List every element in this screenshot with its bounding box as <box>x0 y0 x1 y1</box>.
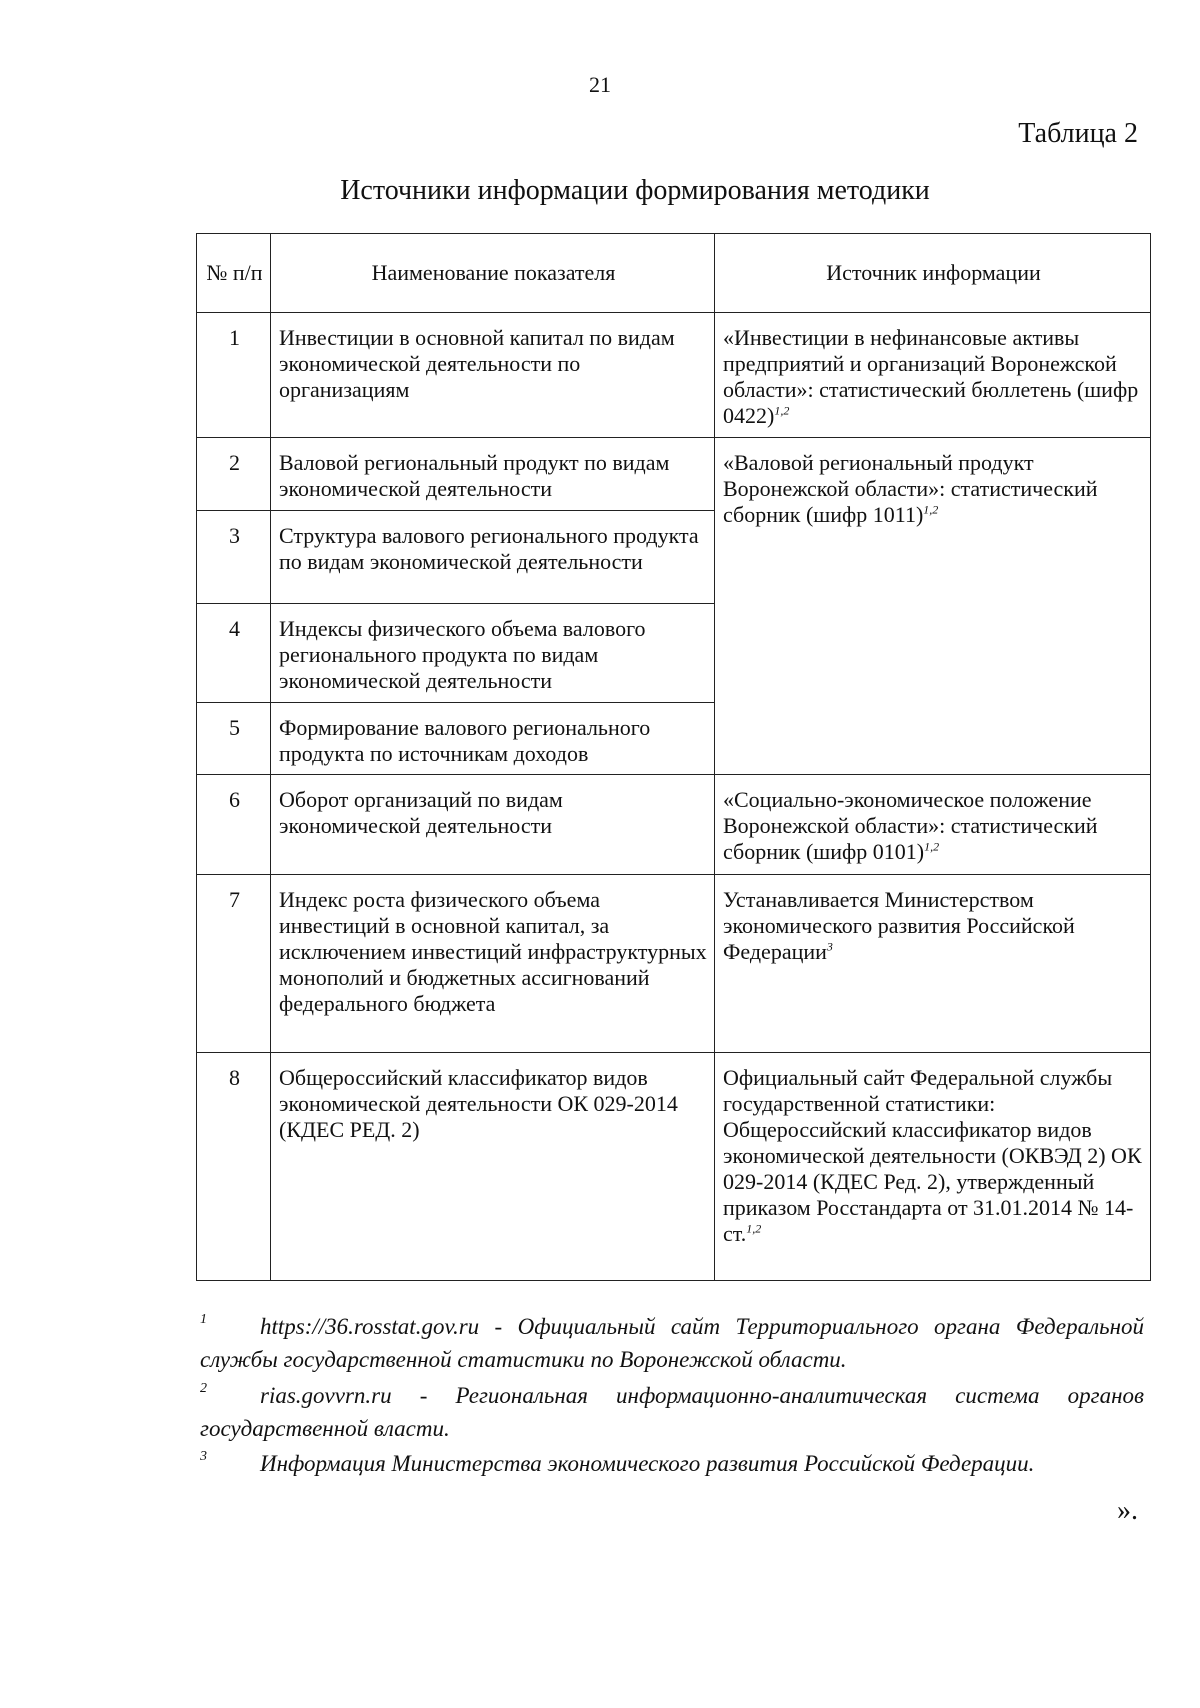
header-num: № п/п <box>197 234 271 313</box>
footnote <box>200 1310 1144 1377</box>
row-num: 5 <box>197 702 271 775</box>
table-row <box>197 437 1151 510</box>
table-row <box>197 775 1151 875</box>
row-source <box>715 313 1151 438</box>
footnote-ref: 1,2 <box>924 840 940 855</box>
row-indicator: Индекс роста физического объема инвестиций в основной капитал, за исключением инвестиций инфраструктурных монополий и бюджетных ассигнований федерального бюджета <box>271 875 715 1053</box>
row-source <box>715 1053 1151 1281</box>
footnote <box>200 1379 1144 1446</box>
row-num: 8 <box>197 1053 271 1281</box>
source-text: Официальный сайт Федеральной службы государственной статистики: Общероссийский классификатор видов экономической деятельности (ОКВЭД 2) ОК 029-2014 (КДЕС Ред. 2), утвержденный приказом Росстандарта от 31.01.2014 № 14-ст. <box>723 1065 1142 1247</box>
closing-quote: ». <box>1117 1495 1138 1526</box>
row-indicator: Инвестиции в основной капитал по видам экономической деятельности по организациям <box>271 313 715 438</box>
table-header-row <box>197 234 1151 313</box>
row-source <box>715 437 1151 775</box>
footnote-text: rias.govvrn.ru - Региональная информационно-аналитическая система органов государственной власти. <box>200 1382 1144 1442</box>
row-indicator: Общероссийский классификатор видов экономической деятельности ОК 029-2014 (КДЕС РЕД. 2) <box>271 1053 715 1281</box>
row-source <box>715 875 1151 1053</box>
table-label: Таблица 2 <box>1018 118 1138 149</box>
row-num: 6 <box>197 775 271 875</box>
row-indicator: Оборот организаций по видам экономической деятельности <box>271 775 715 875</box>
document-title: Источники информации формирования методики <box>340 175 930 206</box>
footnote <box>200 1447 1144 1480</box>
source-text: «Валовой региональный продукт Воронежской области»: статистический сборник (шифр 1011) <box>723 449 1098 527</box>
source-text: Устанавливается Министерством экономического развития Российской Федерации <box>723 887 1075 965</box>
row-num: 1 <box>197 313 271 438</box>
footnote-ref: 3 <box>826 940 833 955</box>
table-row <box>197 1053 1151 1281</box>
footnote-mark: 3 <box>200 1449 207 1465</box>
footnote-ref: 1,2 <box>746 1221 762 1236</box>
table-row <box>197 875 1151 1053</box>
row-source <box>715 775 1151 875</box>
footnote-text: Информация Министерства экономического развития Российской Федерации. <box>260 1451 1035 1477</box>
footnote-ref: 1,2 <box>774 403 790 418</box>
footnote-mark: 1 <box>200 1312 207 1327</box>
source-text: «Социально-экономическое положение Воронежской области»: статистический сборник (шифр 0101) <box>723 787 1098 865</box>
footnote-mark: 2 <box>200 1380 207 1396</box>
row-num: 7 <box>197 875 271 1053</box>
footnote-text: https://36.rosstat.gov.ru - Официальный сайт Территориального органа Федеральной службы государственной статистики по Воронежской области. <box>200 1314 1144 1373</box>
row-indicator: Валовой региональный продукт по видам экономической деятельности <box>271 437 715 510</box>
row-indicator: Формирование валового регионального продукта по источникам доходов <box>271 702 715 775</box>
row-num: 4 <box>197 603 271 702</box>
header-indicator: Наименование показателя <box>271 234 715 313</box>
footnote-ref: 1,2 <box>923 502 939 517</box>
table-row <box>197 313 1151 438</box>
row-num: 3 <box>197 510 271 603</box>
source-text: «Инвестиции в нефинансовые активы предприятий и организаций Воронежской области»: статистический бюллетень (шифр 0422) <box>723 325 1139 428</box>
sources-table <box>196 233 1151 1281</box>
row-num: 2 <box>197 437 271 510</box>
page-number: 21 <box>589 72 611 97</box>
row-indicator: Структура валового регионального продукта по видам экономической деятельности <box>271 510 715 603</box>
header-source: Источник информации <box>715 234 1151 313</box>
footnotes <box>200 1310 1144 1483</box>
row-indicator: Индексы физического объема валового регионального продукта по видам экономической деятельности <box>271 603 715 702</box>
